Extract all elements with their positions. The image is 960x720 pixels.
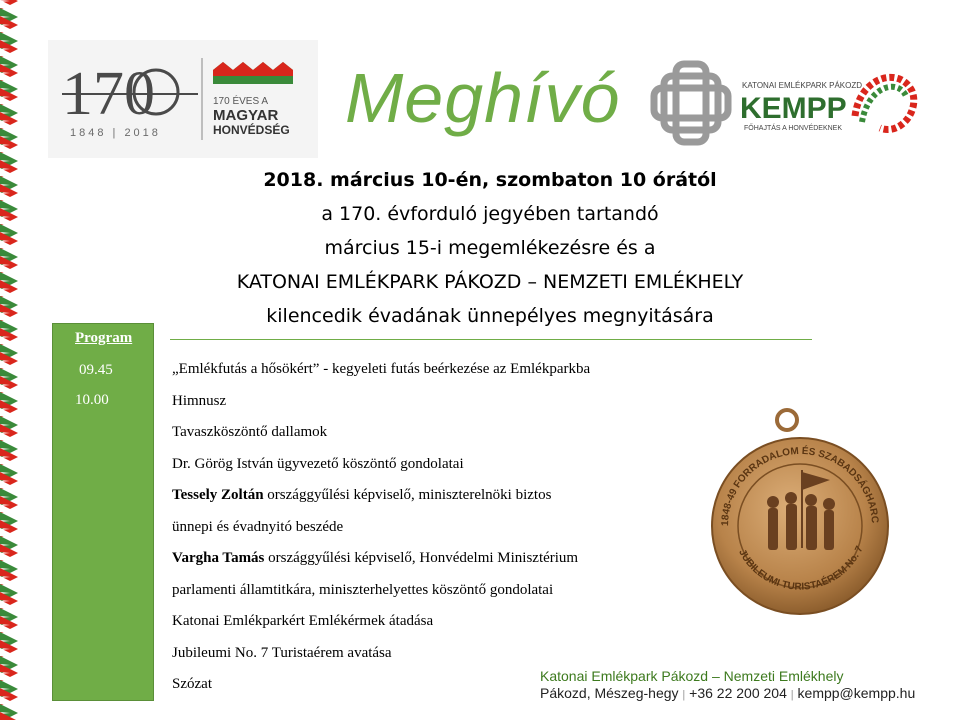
program-item: Katonai Emlékparkért Emlékérmek átadása	[172, 613, 434, 629]
footer-contact	[540, 668, 915, 701]
logo-text-3: HONVÉDSÉG	[213, 123, 290, 137]
footer-contact-line: Pákozd, Mészeg-hegy | +36 22 200 204 | kempp@kempp.hu	[540, 685, 916, 701]
kempp-bottom-text: FŐHAJTÁS A HONVÉDEKNEK	[744, 125, 843, 132]
header-line-4: KATONAI EMLÉKPARK PÁKOZD – NEMZETI EMLÉKHELY	[236, 271, 744, 293]
footer-place: Pákozd, Mészeg-hegy	[540, 685, 679, 701]
header-line-3: március 15-i megemlékezésre és a	[324, 237, 656, 259]
kempp-logo	[650, 56, 920, 148]
program-item: Vargha Tamás országgyűlési képviselő, Honvédelmi Minisztérium	[172, 550, 579, 566]
medal-bottom-text: JUBILEUMI TURISTAÉREM No. 7	[736, 544, 866, 593]
program-item: Jubileumi No. 7 Turistaérem avatása	[172, 644, 392, 661]
program-list	[172, 358, 692, 705]
program-item: Dr. Görög István ügyvezető köszöntő gondolatai	[172, 455, 464, 472]
logo-number: 170	[62, 60, 155, 128]
knot-icon	[654, 64, 728, 142]
footer-phone[interactable]: +36 22 200 204	[689, 685, 787, 701]
speaker-name: Vargha Tamás	[172, 550, 265, 566]
speaker-name: Tessely Zoltán	[172, 487, 264, 503]
logo-text-1: 170 ÉVES A	[213, 96, 269, 107]
logo-years: 1848 | 2018	[70, 127, 161, 139]
footer-email[interactable]: kempp@kempp.hu	[797, 685, 916, 701]
program-item: Szózat	[172, 676, 212, 692]
program-item: Tavaszköszöntő dallamok	[172, 424, 328, 440]
medal-ring-text: 1848-49 FORRADALOM ÉS SZABADSÁGHARC	[719, 445, 881, 527]
kempp-name: KEMPP	[740, 92, 847, 125]
tricolor-border	[0, 0, 20, 720]
invitation-header	[170, 163, 810, 333]
time-1000: 10.00	[75, 392, 109, 408]
program-item: „Emlékfutás a hősökért” - kegyeleti futás beérkezése az Emlékparkba	[172, 361, 591, 377]
hungarian-defence-170-logo	[48, 40, 318, 158]
program-label: Program	[75, 330, 133, 346]
kempp-top-text: KATONAI EMLÉKPARK PÁKOZD	[742, 81, 863, 90]
program-item: Tessely Zoltán országgyűlési képviselő, miniszterelnöki biztos	[172, 487, 552, 503]
logo-text-2: MAGYAR	[213, 107, 279, 124]
program-sidebar	[52, 323, 154, 701]
program-item: ünnepi és évadnyitó beszéde	[172, 518, 344, 535]
header-line-2: a 170. évforduló jegyében tartandó	[321, 203, 659, 225]
divider	[170, 339, 812, 340]
program-item: Himnusz	[172, 392, 227, 409]
page-title: Meghívó	[345, 59, 621, 137]
jubilee-medal-image	[690, 408, 910, 618]
event-date: 2018. március 10-én, szombaton 10 órától	[263, 169, 717, 191]
program-item: parlamenti államtitkára, miniszterhelyettes köszöntő gondolatai	[172, 581, 554, 598]
time-0945: 09.45	[79, 362, 113, 378]
footer-org-name: Katonai Emlékpark Pákozd – Nemzeti Emlékhely	[540, 668, 844, 684]
header-line-5: kilencedik évadának ünnepélyes megnyitására	[266, 305, 714, 327]
